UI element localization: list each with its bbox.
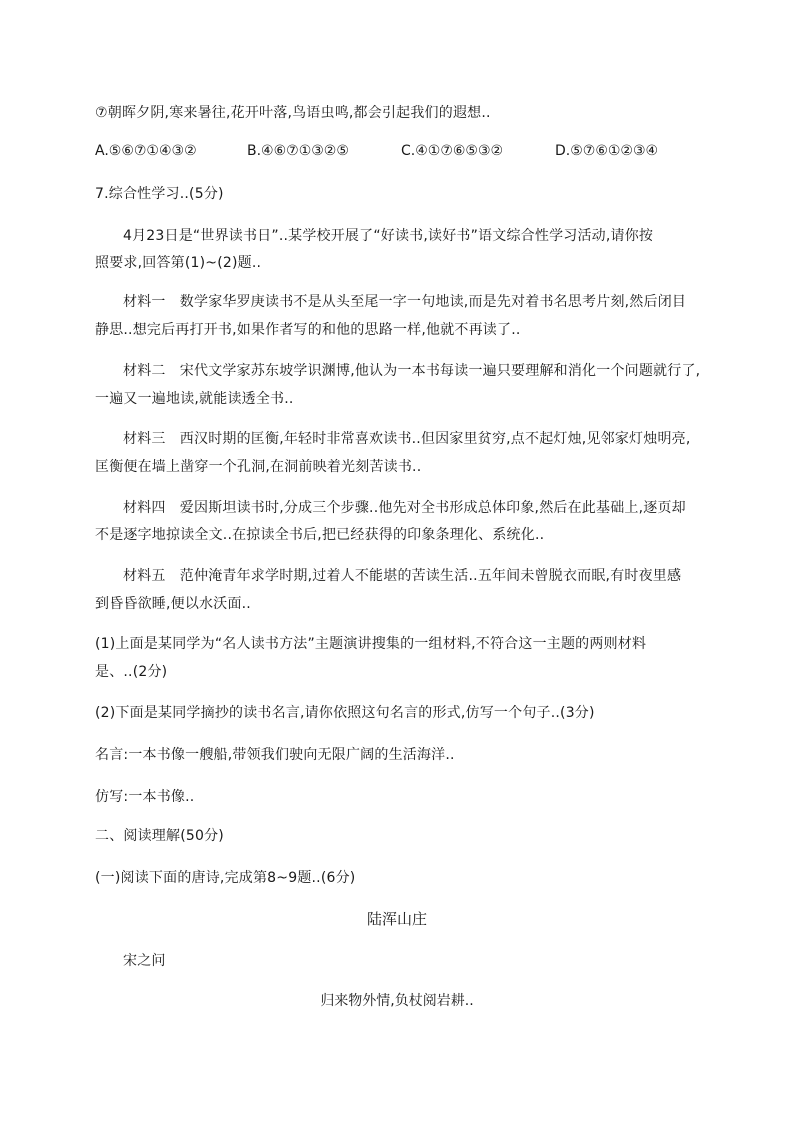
poem-author: 宋之问 <box>123 953 166 969</box>
material-5-line-2: 到昏昏欲睡,便以水沃面.. <box>95 596 251 612</box>
material-1-line-2: 静思..想完后再打开书,如果作者写的和他的思路一样,他就不再读了.. <box>95 322 521 338</box>
material-2-line-1: 材料二 宋代文学家苏东坡学识渊博,他认为一本书每读一遍只要理解和消化一个问题就行了, <box>123 363 701 379</box>
question-7-intro-line-1: 4月23日是“世界读书日”..某学校开展了“好读书,读好书”语文综合性学习活动,请你按 <box>123 228 654 244</box>
reading-part-1-instructions: (一)阅读下面的唐诗,完成第8~9题..(6分) <box>95 870 356 886</box>
imitate-line: 仿写:一本书像.. <box>95 789 195 805</box>
question-7-title: 7.综合性学习..(5分) <box>95 186 224 202</box>
material-4-line-2: 不是逐字地掠读全文..在掠读全书后,把已经获得的印象条理化、系统化.. <box>95 527 545 543</box>
section-2-title: 二、阅读理解(50分) <box>95 828 224 844</box>
option-d: D.⑤⑦⑥①②③④ <box>555 143 659 159</box>
quote-line: 名言:一本书像一艘船,带领我们驶向无限广阔的生活海洋.. <box>95 747 455 763</box>
material-3-line-1: 材料三 西汉时期的匡衡,年轻时非常喜欢读书..但因家里贫穷,点不起灯烛,见邻家灯烛明亮, <box>123 431 691 447</box>
answer-options <box>95 141 715 161</box>
poem-title: 陆浑山庄 <box>366 910 427 928</box>
option-b: B.④⑥⑦①③②⑤ <box>247 143 349 159</box>
option-a: A.⑤⑥⑦①④③② <box>95 143 197 159</box>
option-c: C.④①⑦⑥⑤③② <box>401 143 504 159</box>
material-3-line-2: 匡衡便在墙上凿穿一个孔洞,在洞前映着光刻苦读书.. <box>95 459 422 475</box>
sub-question-1-line-2: 是、..(2分) <box>95 664 168 680</box>
item-7-text: ⑦朝晖夕阴,寒来暑往,花开叶落,鸟语虫鸣,都会引起我们的遐想.. <box>95 105 491 121</box>
material-2-line-2: 一遍又一遍地读,就能读透全书.. <box>95 391 294 407</box>
material-5-line-1: 材料五 范仲淹青年求学时期,过着人不能堪的苦读生活..五年间未曾脱衣而眠,有时夜里感 <box>123 568 682 584</box>
question-7-intro-line-2: 照要求,回答第(1)~(2)题.. <box>95 255 262 271</box>
material-1-line-1: 材料一 数学家华罗庚读书不是从头至尾一字一句地读,而是先对着书名思考片刻,然后闭目 <box>123 294 687 310</box>
poem-line-1: 归来物外情,负杖阅岩耕.. <box>320 993 474 1009</box>
material-4-line-1: 材料四 爱因斯坦读书时,分成三个步骤..他先对全书形成总体印象,然后在此基础上,逐页却 <box>123 500 686 516</box>
sub-question-1-line-1: (1)上面是某同学为“名人读书方法”主题演讲搜集的一组材料,不符合这一主题的两则材料 <box>95 636 647 652</box>
sub-question-2: (2)下面是某同学摘抄的读书名言,请你依照这句名言的形式,仿写一个句子..(3分) <box>95 705 595 721</box>
